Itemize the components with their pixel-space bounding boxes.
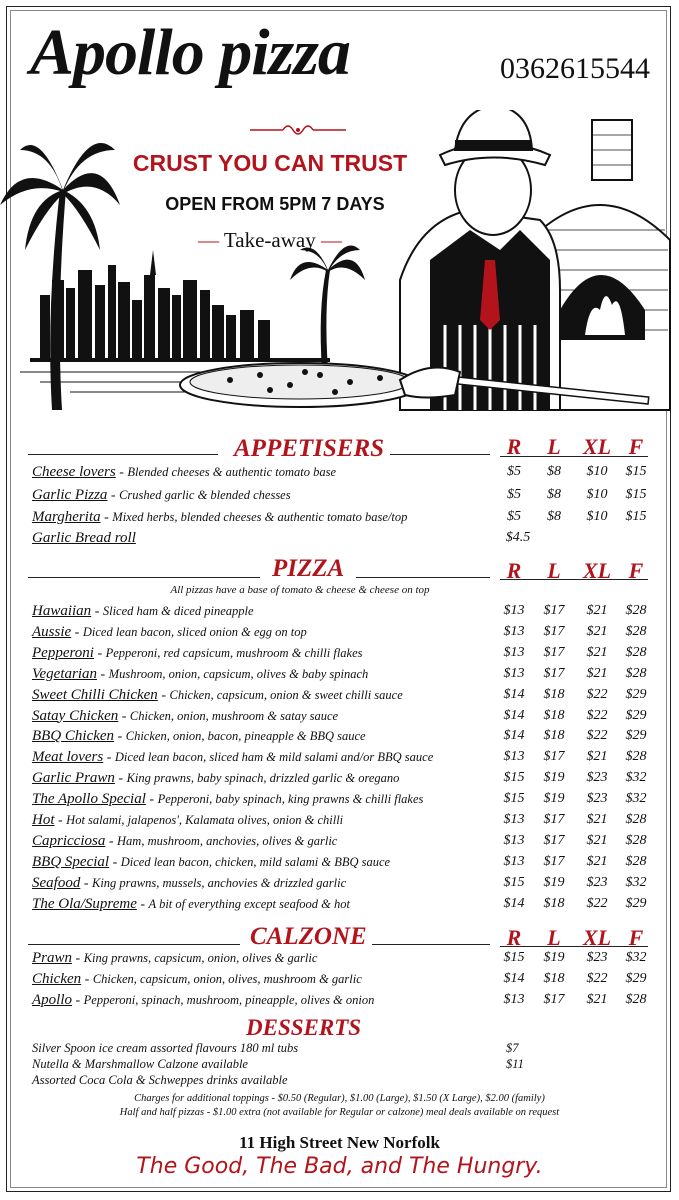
- price-l: $17: [543, 853, 565, 869]
- restaurant-name: Apollo pizza: [30, 16, 350, 89]
- price-l: $18: [543, 728, 565, 744]
- price-l: $19: [543, 770, 565, 786]
- menu-item-row: The Apollo Special - Pepperoni, baby spinach, king prawns & chilli flakes: [32, 791, 424, 808]
- item-name: BBQ Chicken: [32, 728, 115, 745]
- price-xl: $21: [586, 623, 608, 639]
- dessert-item: Nutella & Marshmallow Calzone available: [32, 1057, 248, 1071]
- col-header-f: F: [628, 925, 644, 950]
- col-header-l: L: [547, 434, 561, 459]
- item-name: Margherita: [32, 509, 101, 525]
- item-name: Hot: [32, 812, 55, 828]
- price-f: $28: [625, 853, 647, 869]
- price-f: $28: [625, 603, 647, 618]
- price-f: $29: [625, 971, 647, 986]
- price-f: $32: [625, 770, 647, 786]
- price-xl: $23: [586, 791, 608, 807]
- price-r: $13: [503, 749, 525, 765]
- price-xl: $22: [586, 971, 608, 986]
- price-xl: $10: [586, 509, 608, 524]
- price-xl: $21: [586, 665, 608, 681]
- price-l: $18: [543, 895, 565, 911]
- price-xl: $21: [586, 644, 608, 660]
- menu-item-row: Pepperoni - Pepperoni, red capsicum, mushroom & chilli flakes: [32, 644, 363, 661]
- price-single: $4.5: [505, 530, 531, 545]
- dessert-item: Assorted Coca Cola & Schweppes drinks available: [32, 1073, 288, 1087]
- price-l: $18: [543, 686, 565, 702]
- item-name: Garlic Bread roll: [32, 530, 136, 546]
- price-r: $5: [507, 464, 521, 479]
- menu-item-row: Meat lovers - Diced lean bacon, sliced ham & mild salami and/or BBQ sauce: [32, 749, 434, 766]
- menu-item-row: Prawn - King prawns, capsicum, onion, olives & garlic: [32, 950, 318, 966]
- menu-item-row: The Ola/Supreme - A bit of everything except seafood & hot: [32, 895, 350, 912]
- col-header-l: L: [547, 558, 561, 583]
- price-f: $29: [625, 728, 647, 744]
- item-desc: A bit of everything except seafood & hot: [148, 896, 350, 911]
- item-desc: King prawns, capsicum, onion, olives & garlic: [83, 951, 318, 965]
- menu-item-row: Sweet Chilli Chicken - Chicken, capsicum, onion & sweet chilli sauce: [32, 686, 403, 703]
- price-f: $28: [625, 644, 647, 660]
- item-desc: Diced lean bacon, sliced ham & mild salami and/or BBQ sauce: [114, 750, 434, 765]
- item-desc: Mixed herbs, blended cheeses & authentic tomato base/top: [112, 510, 408, 524]
- price-xl: $22: [586, 895, 608, 911]
- item-name: BBQ Special: [32, 853, 110, 870]
- item-name: The Ola/Supreme: [32, 895, 137, 912]
- item-desc: Sliced ham & diced pineapple: [102, 604, 254, 618]
- price-r: $5: [507, 487, 521, 502]
- scroll-ornament-icon: [248, 120, 348, 140]
- price-r: $13: [503, 812, 525, 827]
- col-header-xl: XL: [582, 558, 612, 583]
- price-r: $15: [503, 791, 525, 807]
- price-f: $29: [625, 686, 647, 702]
- price-r: $14: [503, 728, 525, 744]
- price-r: $13: [503, 603, 525, 618]
- menu-item-row: Hawaiian - Sliced ham & diced pineapple: [32, 603, 254, 619]
- price-r: $13: [503, 853, 525, 869]
- price-f: $15: [625, 509, 647, 524]
- section-rule-left: [28, 454, 218, 455]
- price-xl: $21: [586, 749, 608, 765]
- section-rule-right: [372, 944, 490, 945]
- price-r: $15: [503, 770, 525, 786]
- price-f: $15: [625, 487, 647, 502]
- item-desc: Chicken, onion, bacon, pineapple & BBQ sauce: [125, 729, 366, 744]
- price-l: $18: [543, 971, 565, 986]
- item-name: Hawaiian: [32, 603, 92, 619]
- price-l: $17: [543, 665, 565, 681]
- section-title-pizza: PIZZA: [272, 555, 345, 582]
- item-name: Seafood: [32, 874, 81, 891]
- price-r: $15: [503, 874, 525, 890]
- price-f: $32: [625, 874, 647, 890]
- palm-tree-icon: [0, 143, 120, 410]
- chef-figure: [400, 110, 560, 410]
- item-desc: Diced lean bacon, chicken, mild salami & BBQ sauce: [120, 854, 391, 869]
- price-r: $13: [503, 665, 525, 681]
- section-title-desserts: DESSERTS: [246, 1015, 362, 1040]
- item-desc: Chicken, capsicum, onion, olives, mushroom & garlic: [92, 972, 362, 986]
- price-r: $13: [503, 644, 525, 660]
- phone-number[interactable]: 0362615544: [500, 52, 650, 85]
- menu-item-row: Margherita - Mixed herbs, blended cheeses & authentic tomato base/top: [32, 509, 408, 525]
- price-l: $17: [543, 749, 565, 765]
- item-name: Capricciosa: [32, 832, 106, 849]
- price-xl: $21: [586, 812, 608, 827]
- price-f: $15: [625, 464, 647, 479]
- dessert-price: $11: [506, 1057, 524, 1071]
- item-name: Vegetarian: [32, 665, 97, 682]
- price-l: $19: [543, 791, 565, 807]
- price-l: $8: [547, 509, 561, 524]
- address: 11 High Street New Norfolk: [239, 1133, 440, 1152]
- item-name: Cheese lovers: [32, 464, 116, 480]
- price-xl: $21: [586, 992, 608, 1007]
- menu-item-row: [32, 528, 136, 548]
- price-f: $28: [625, 832, 647, 848]
- price-l: $19: [543, 950, 565, 965]
- price-f: $28: [625, 812, 647, 827]
- menu-item-row: Hot - Hot salami, jalapenos', Kalamata olives, onion & chilli: [32, 812, 344, 828]
- item-desc: Crushed garlic & blended chesses: [119, 488, 291, 502]
- price-f: $28: [625, 623, 647, 639]
- price-r: $14: [503, 895, 525, 911]
- price-l: $17: [543, 812, 565, 827]
- item-name: Meat lovers: [32, 749, 104, 766]
- item-desc: King prawns, baby spinach, drizzled garlic & oregano: [126, 771, 400, 786]
- item-desc: Diced lean bacon, sliced onion & egg on top: [82, 624, 307, 639]
- price-xl: $23: [586, 770, 608, 786]
- dessert-price: $7: [506, 1041, 519, 1055]
- col-header-xl: XL: [582, 925, 612, 950]
- item-name: Apollo: [32, 992, 72, 1008]
- menu-item-row: Apollo - Pepperoni, spinach, mushroom, pineapple, olives & onion: [32, 992, 375, 1008]
- slogan: The Good, The Bad, and The Hungry.: [136, 1154, 543, 1179]
- section-rule-left: [28, 577, 260, 578]
- item-desc: Blended cheeses & authentic tomato base: [127, 465, 337, 479]
- item-name: Pepperoni: [32, 644, 94, 661]
- price-l: $8: [547, 464, 561, 479]
- menu-item-row: Garlic Prawn - King prawns, baby spinach, drizzled garlic & oregano: [32, 770, 400, 787]
- menu-item-row: BBQ Special - Diced lean bacon, chicken, mild salami & BBQ sauce: [32, 853, 391, 870]
- item-desc: Chicken, onion, mushroom & satay sauce: [129, 708, 339, 723]
- menu-item-row: Capricciosa - Ham, mushroom, anchovies, olives & garlic: [32, 832, 338, 849]
- col-header-r: R: [506, 925, 522, 950]
- item-desc: Chicken, capsicum, onion & sweet chilli sauce: [169, 687, 403, 702]
- price-xl: $22: [586, 728, 608, 744]
- service-type: [180, 228, 360, 253]
- dash-left: —: [198, 228, 220, 252]
- price-r: $15: [503, 950, 525, 965]
- tagline: CRUST YOU CAN TRUST: [132, 150, 408, 176]
- item-desc: Pepperoni, baby spinach, king prawns & chilli flakes: [157, 792, 424, 807]
- section-title-calzone: CALZONE: [250, 923, 367, 950]
- price-xl: $21: [586, 853, 608, 869]
- price-r: $13: [503, 832, 525, 848]
- section-rule-right: [356, 577, 490, 578]
- menu-item-row: Aussie - Diced lean bacon, sliced onion & egg on top: [32, 623, 307, 640]
- price-l: $18: [543, 707, 565, 723]
- item-desc: Pepperoni, spinach, mushroom, pineapple, olives & onion: [83, 993, 375, 1007]
- dessert-item: Silver Spoon ice cream assorted flavours 180 ml tubs: [32, 1041, 299, 1055]
- item-name: Chicken: [32, 971, 82, 987]
- menu-item-row: Cheese lovers - Blended cheeses & authentic tomato base: [32, 464, 337, 480]
- col-header-f: F: [628, 558, 644, 583]
- col-header-xl: XL: [582, 434, 612, 459]
- item-desc: Mushroom, onion, capsicum, olives & baby spinach: [108, 666, 369, 681]
- item-name: Prawn: [32, 950, 73, 966]
- item-name: The Apollo Special: [32, 791, 146, 808]
- item-desc: Ham, mushroom, anchovies, olives & garlic: [117, 833, 338, 848]
- price-xl: $23: [586, 874, 608, 890]
- price-xl: $21: [586, 832, 608, 848]
- item-name: Satay Chicken: [32, 707, 119, 724]
- price-r: $13: [503, 992, 525, 1007]
- col-header-r: R: [506, 558, 522, 583]
- pizza-note: All pizzas have a base of tomato & cheese & cheese on top: [170, 584, 430, 596]
- price-f: $29: [625, 707, 647, 723]
- price-l: $8: [547, 487, 561, 502]
- menu-item-row: Chicken - Chicken, capsicum, onion, olives, mushroom & garlic: [32, 971, 362, 987]
- city-skyline-icon: [40, 250, 270, 360]
- col-header-l: L: [547, 925, 561, 950]
- menu-item-row: Satay Chicken - Chicken, onion, mushroom & satay sauce: [32, 707, 339, 724]
- item-name: Sweet Chilli Chicken: [32, 686, 158, 703]
- item-name: Garlic Pizza: [32, 487, 108, 503]
- item-desc: King prawns, mussels, anchovies & drizzled garlic: [92, 875, 347, 890]
- item-desc: Pepperoni, red capsicum, mushroom & chilli flakes: [105, 645, 363, 660]
- price-f: $32: [625, 950, 647, 965]
- toppings-note: Charges for additional toppings - $0.50 (Regular), $1.00 (Large), $1.50 (X Large), $2.00 (family): [134, 1093, 545, 1104]
- opening-hours: OPEN FROM 5PM 7 DAYS: [165, 194, 385, 214]
- price-f: $29: [625, 895, 647, 911]
- item-desc: Hot salami, jalapenos', Kalamata olives, onion & chilli: [66, 813, 344, 827]
- section-rule-right: [390, 454, 490, 455]
- price-l: $17: [543, 623, 565, 639]
- price-xl: $22: [586, 686, 608, 702]
- half-half-note: Half and half pizzas - $1.00 extra (not available for Regular or calzone) meal deals available on request: [119, 1107, 560, 1118]
- col-header-r: R: [506, 434, 522, 459]
- price-l: $17: [543, 992, 565, 1007]
- price-xl: $10: [586, 464, 608, 479]
- price-l: $19: [543, 874, 565, 890]
- price-l: $17: [543, 832, 565, 848]
- service-label: Take-away: [223, 228, 316, 252]
- price-f: $28: [625, 992, 647, 1007]
- price-r: $5: [507, 509, 521, 524]
- menu-item-row: BBQ Chicken - Chicken, onion, bacon, pineapple & BBQ sauce: [32, 728, 366, 745]
- price-r: $14: [503, 686, 525, 702]
- section-rule-left: [28, 944, 240, 945]
- price-xl: $22: [586, 707, 608, 723]
- col-header-f: F: [628, 434, 644, 459]
- menu-item-row: Vegetarian - Mushroom, onion, capsicum, olives & baby spinach: [32, 665, 369, 682]
- item-name: Aussie: [32, 623, 72, 640]
- price-f: $28: [625, 665, 647, 681]
- price-xl: $23: [586, 950, 608, 965]
- item-name: Garlic Prawn: [32, 770, 115, 787]
- price-l: $17: [543, 603, 565, 618]
- price-xl: $10: [586, 487, 608, 502]
- price-r: $14: [503, 971, 525, 986]
- section-title-appetisers: APPETISERS: [234, 435, 385, 462]
- price-xl: $21: [586, 603, 608, 618]
- menu-item-row: Garlic Pizza - Crushed garlic & blended chesses: [32, 487, 291, 503]
- price-r: $14: [503, 707, 525, 723]
- price-f: $28: [625, 749, 647, 765]
- price-r: $13: [503, 623, 525, 639]
- price-l: $17: [543, 644, 565, 660]
- dash-right: —: [320, 228, 342, 252]
- price-f: $32: [625, 791, 647, 807]
- menu-item-row: Seafood - King prawns, mussels, anchovies & drizzled garlic: [32, 874, 347, 891]
